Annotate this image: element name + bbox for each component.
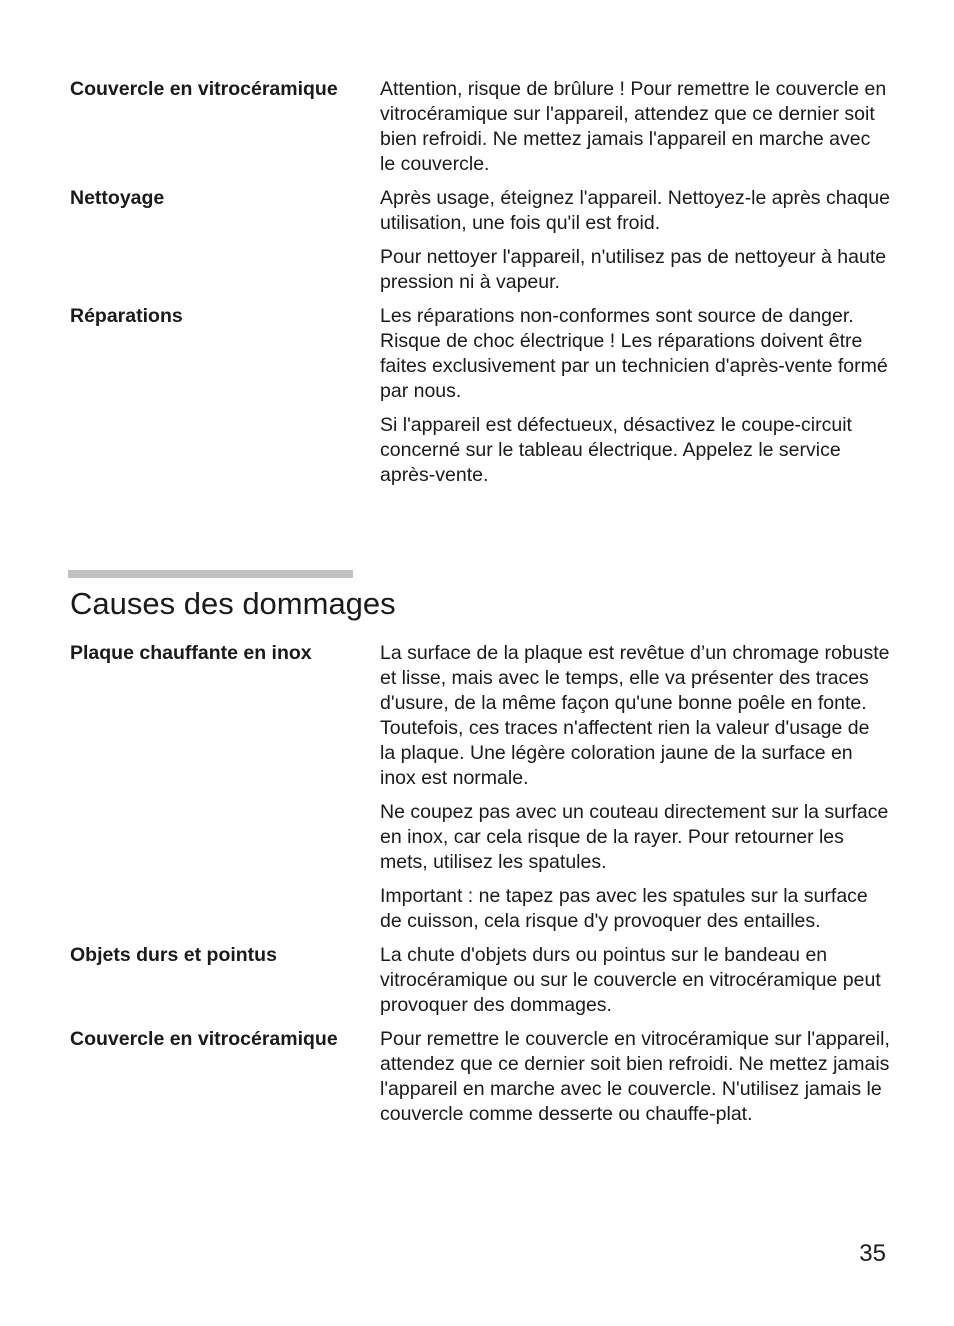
page-title: Causes des dommages xyxy=(70,586,396,621)
entry-paragraph: Ne coupez pas avec un couteau directement sur la surface en inox, car cela risque de la rayer. Pour retourner les mets, utilisez les spatules. xyxy=(380,801,889,873)
entry-row xyxy=(70,186,890,295)
entry-body xyxy=(380,304,890,488)
entry-paragraph: Pour remettre le couvercle en vitrocéramique sur l'appareil, attendez que ce dernier soit bien refroidi. Ne mettez jamais l'appareil en marche avec le couvercle. N'utilisez jamais le couvercle comme desserte ou chauffe-plat. xyxy=(380,1028,890,1125)
section-heading xyxy=(68,570,468,623)
page-number: 35 xyxy=(859,1240,886,1267)
entry-label: Réparations xyxy=(70,305,183,327)
entry-label: Objets durs et pointus xyxy=(70,944,277,966)
entry-body xyxy=(380,77,890,177)
entry-label: Couvercle en vitrocéramique xyxy=(70,78,338,100)
entry-label: Nettoyage xyxy=(70,187,165,209)
damage-section xyxy=(70,641,890,1127)
entry-label: Plaque chauffante en inox xyxy=(70,642,312,664)
heading-divider-bar xyxy=(68,570,353,578)
entry-paragraph: La surface de la plaque est revêtue d’un chromage robuste et lisse, mais avec le temps, elle va présenter des traces d'usure, de la même façon qu'une bonne poêle en fonte. Toutefois, ces traces n'affectent rien la valeur d'usage de la plaque. Une légère coloration jaune de la surface en inox est normale. xyxy=(380,642,890,789)
entry-paragraph: Pour nettoyer l'appareil, n'utilisez pas de nettoyeur à haute pression ni à vapeur. xyxy=(380,246,887,293)
entry-paragraph: Si l'appareil est défectueux, désactivez le coupe-circuit concerné sur le tableau électrique. Appelez le service après-vente. xyxy=(380,414,852,486)
entry-body xyxy=(380,186,890,295)
entry-row xyxy=(70,943,890,1018)
entry-row xyxy=(70,1027,890,1127)
entry-paragraph: Après usage, éteignez l'appareil. Nettoyez-le après chaque utilisation, une fois qu'il est froid. xyxy=(380,187,890,234)
entry-row xyxy=(70,641,890,934)
entry-label: Couvercle en vitrocéramique xyxy=(70,1028,338,1050)
entry-body xyxy=(380,1027,890,1127)
entry-paragraph: La chute d'objets durs ou pointus sur le bandeau en vitrocéramique ou sur le couvercle en vitrocéramique peut provoquer des dommages. xyxy=(380,944,881,1016)
entry-paragraph: Important : ne tapez pas avec les spatules sur la surface de cuisson, cela risque d'y provoquer des entailles. xyxy=(380,885,868,932)
entry-paragraph: Les réparations non-conformes sont source de danger. Risque de choc électrique ! Les réparations doivent être faites exclusivement par un technicien d'après-vente formé par nous. xyxy=(380,305,888,402)
entry-row xyxy=(70,304,890,488)
entry-row xyxy=(70,77,890,177)
safety-section xyxy=(70,77,890,488)
entry-paragraph: Attention, risque de brûlure ! Pour remettre le couvercle en vitrocéramique sur l'appareil, attendez que ce dernier soit bien refroidi. Ne mettez jamais l'appareil en marche avec le couvercle. xyxy=(380,78,887,175)
entry-body xyxy=(380,641,890,934)
entry-body xyxy=(380,943,890,1018)
